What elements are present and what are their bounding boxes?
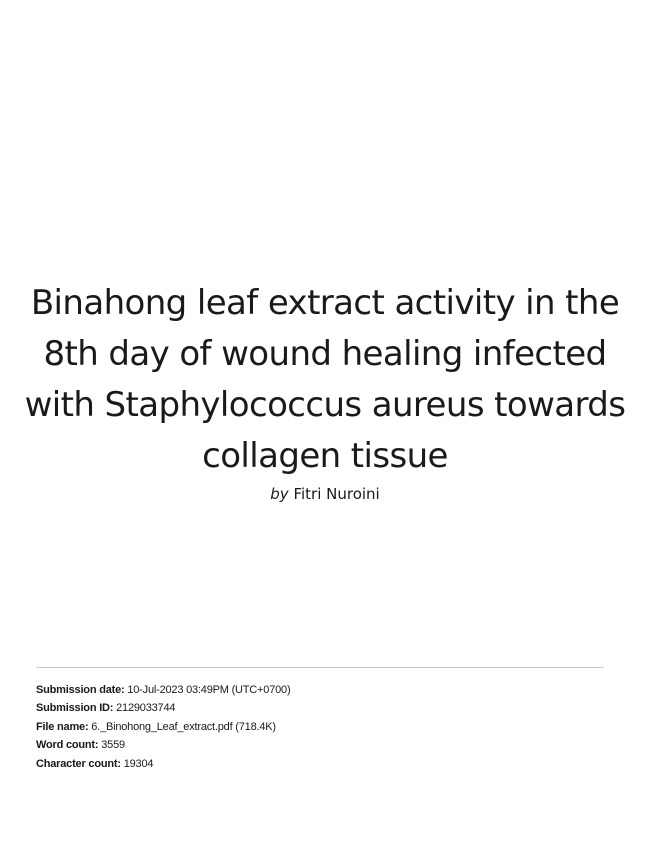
- submission-date-label: Submission date:: [36, 684, 125, 696]
- divider: [36, 667, 604, 668]
- author-name: Fitri Nuroini: [293, 485, 380, 503]
- character-count-label: Character count:: [36, 757, 121, 770]
- file-name-label: File name:: [36, 720, 89, 733]
- character-count-value: 19304: [123, 757, 154, 770]
- word-count-value: 3559: [101, 739, 125, 752]
- word-count-label: Word count:: [36, 739, 99, 752]
- file-name-value: 6._Binohong_Leaf_extract.pdf (718.4K): [91, 720, 276, 733]
- character-count-row: [36, 755, 290, 773]
- byline-prefix: by: [270, 485, 289, 503]
- submission-date-value: 10-Jul-2023 03:49PM (UTC+0700): [127, 684, 291, 696]
- submission-id-value: 2129033744: [116, 702, 176, 715]
- submission-date-row: [36, 681, 290, 699]
- submission-id-row: [36, 699, 290, 717]
- file-name-row: [36, 718, 290, 736]
- document-title: Binahong leaf extract activity in the 8th day of wound healing infected with Staphylococcus aureus towards collagen tissue: [24, 283, 626, 476]
- submission-id-label: Submission ID:: [36, 702, 114, 715]
- byline: [20, 484, 630, 504]
- submission-metadata: [36, 681, 290, 773]
- word-count-row: [36, 736, 290, 754]
- title-block: [20, 278, 630, 504]
